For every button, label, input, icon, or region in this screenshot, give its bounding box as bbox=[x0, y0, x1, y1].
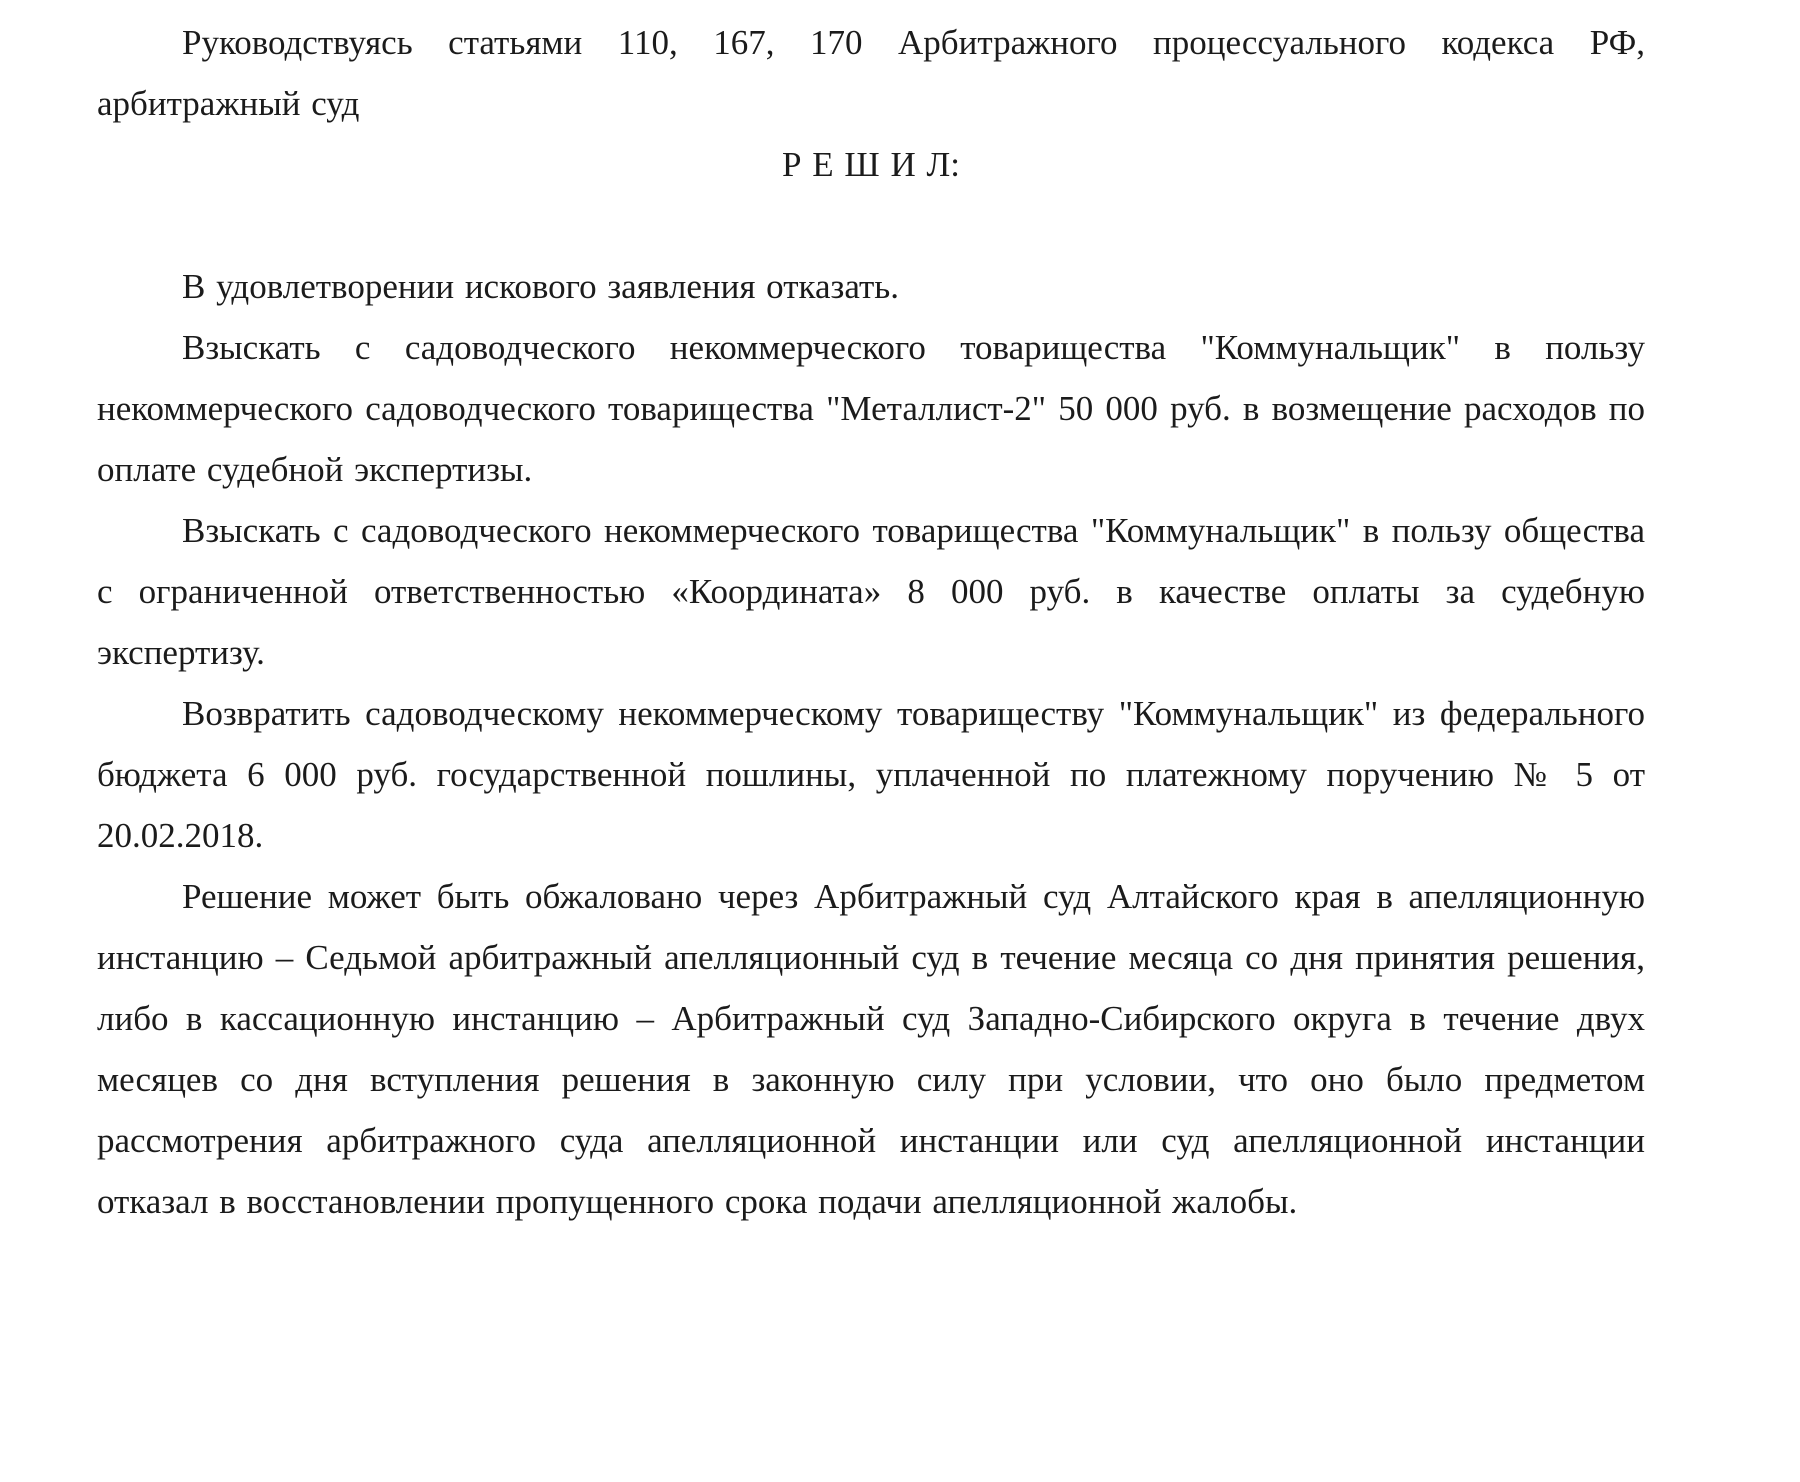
paragraph-appeal-procedure: Решение может быть обжаловано через Арбитражный суд Алтайского края в апелляционную инстанцию – Седьмой арбитражный апелляционный суд в течение месяца со дня принятия решения, либо в кассационную инстанцию – Арбитражный суд Западно-Сибирского округа в течение двух месяцев со дня вступления решения в законную силу при условии, что оно было предметом рассмотрения арбитражного суда апелляционной инстанции или суд апелляционной инстанции отказал в восстановлении пропущенного срока подачи апелляционной жалобы. bbox=[97, 877, 1645, 1221]
decision-body bbox=[97, 256, 1645, 1232]
intro-paragraph: Руководствуясь статьями 110, 167, 170 Арбитражного процессуального кодекса РФ, арбитражный суд bbox=[97, 23, 1645, 123]
paragraph-dismissal: В удовлетворении искового заявления отказать. bbox=[182, 267, 899, 306]
decision-heading: Р Е Ш И Л: bbox=[782, 145, 960, 184]
paragraph-recovery-koordinata: Взыскать с садоводческого некоммерческого товарищества "Коммунальщик" в пользу общества с ограниченной ответственностью «Координата» 8 000 руб. в качестве оплаты за судебную экспертизу. bbox=[97, 511, 1645, 672]
paragraph-recovery-metallist: Взыскать с садоводческого некоммерческого товарищества "Коммунальщик" в пользу некоммерческого садоводческого товарищества "Металлист-2" 50 000 руб. в возмещение расходов по оплате судебной экспертизы. bbox=[97, 328, 1645, 489]
paragraph-refund-state-duty: Возвратить садоводческому некоммерческому товариществу "Коммунальщик" из федерального бюджета 6 000 руб. государственной пошлины, уплаченной по платежному поручению № 5 от 20.02.2018. bbox=[97, 694, 1645, 855]
